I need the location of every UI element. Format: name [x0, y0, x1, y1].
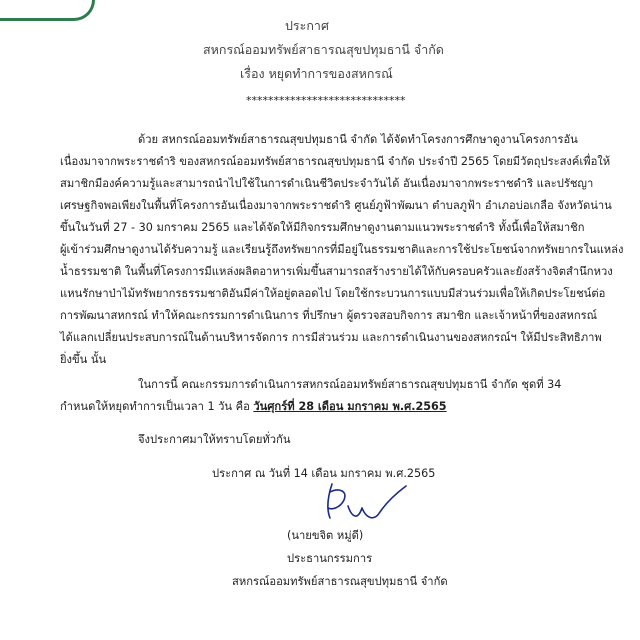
- body-line: เศรษฐกิจพอเพียงในพื้นที่โครงการอันเนื่องมาจากพระราชดำริ ศูนย์ภูฟ้าพัฒนา ตำบลภูฟ้า อำเภอบ่อเกลือ จังหวัดน่าน: [60, 199, 612, 212]
- body-line: ได้แลกเปลี่ยนประสบการณ์ในด้านบริหารจัดการ การมีส่วนร่วม และการดำเนินงานของสหกรณ์ฯ ให้มีประสิทธิภาพ: [60, 331, 602, 344]
- handwritten-signature: [318, 478, 410, 528]
- closure-prefix: กำหนดให้หยุดทำการเป็นเวลา 1 วัน คือ: [60, 400, 254, 413]
- signer-name: (นายขจิต หมู่ดี): [287, 529, 364, 542]
- announcement-title: ประกาศ: [285, 18, 329, 33]
- closure-date-line: [60, 400, 447, 414]
- body-line: แหนรักษาป่าไม้ทรัพยากรธรรมชาติอันมีค่าให้อยู่ตลอดไป โดยใช้กระบวนการแบบมีส่วนร่วมเพื่อให้เกิดประโยชน์ต่อ: [60, 287, 606, 300]
- closure-date: วันศุกร์ที่ 28 เดือน มกราคม พ.ศ.2565: [253, 400, 447, 413]
- notice-line: จึงประกาศมาให้ทราบโดยทั่วกัน: [138, 433, 291, 446]
- closure-line: ในการนี้ คณะกรรมการดำเนินการสหกรณ์ออมทรัพย์สาธารณสุขปทุมธานี จำกัด ชุดที่ 34: [138, 378, 562, 391]
- body-line: น้ำธรรมชาติ ในพื้นที่โครงการมีแหล่งผลิตอาหารเพิ่มขึ้นสามารถสร้างรายได้ให้กับครอบครัวและยังสร้างจิตสำนึกหวง: [60, 265, 613, 278]
- org-logo-fragment: [0, 0, 95, 21]
- subject-line: เรื่อง หยุดทำการของสหกรณ์: [240, 66, 393, 81]
- body-line: เนื่องมาจากพระราชดำริ ของสหกรณ์ออมทรัพย์สาธารณสุขปทุมธานี จำกัด ประจำปี 2565 โดยมีวัตถุประสงค์เพื่อให้: [60, 155, 611, 168]
- signer-organization: สหกรณ์ออมทรัพย์สาธารณสุขปทุมธานี จำกัด: [232, 575, 448, 588]
- body-line: ยิ่งขึ้น นั้น: [60, 353, 107, 366]
- body-line: ขึ้นในวันที่ 27 - 30 มกราคม 2565 และได้จัดให้มีกิจกรรมศึกษาดูงานตามแนวพระราชดำริ ทั้งนี้เพื่อให้สมาชิก: [60, 221, 585, 234]
- organization-name: สหกรณ์ออมทรัพย์สาธารณสุขปทุมธานี จำกัด: [203, 42, 444, 57]
- body-line: สมาชิกมีองค์ความรู้และสามารถนำไปใช้ในการดำเนินชีวิตประจำวันได้ อันเนื่องมาจากพระราชดำริ และปรัชญา: [60, 177, 594, 190]
- body-line: ผู้เข้าร่วมศึกษาดูงานได้รับความรู้ และเรียนรู้ถึงทรัพยากรที่มีอยู่ในธรรมชาติและการใช้ประโยชน์จากทรัพยากรในแหล่ง: [60, 243, 624, 256]
- body-line: ด้วย สหกรณ์ออมทรัพย์สาธารณสุขปทุมธานี จำกัด ได้จัดทำโครงการศึกษาดูงานโครงการอัน: [138, 133, 578, 146]
- signer-position: ประธานกรรมการ: [287, 552, 373, 565]
- announce-date: ประกาศ ณ วันที่ 14 เดือน มกราคม พ.ศ.2565: [212, 467, 436, 480]
- separator: *****************************: [246, 94, 406, 107]
- body-line: การพัฒนาสหกรณ์ ทำให้คณะกรรมการดำเนินการ ที่ปรึกษา ผู้ตรวจสอบกิจการ สมาชิก และเจ้าหน้าที่ของสหกรณ์: [60, 309, 598, 322]
